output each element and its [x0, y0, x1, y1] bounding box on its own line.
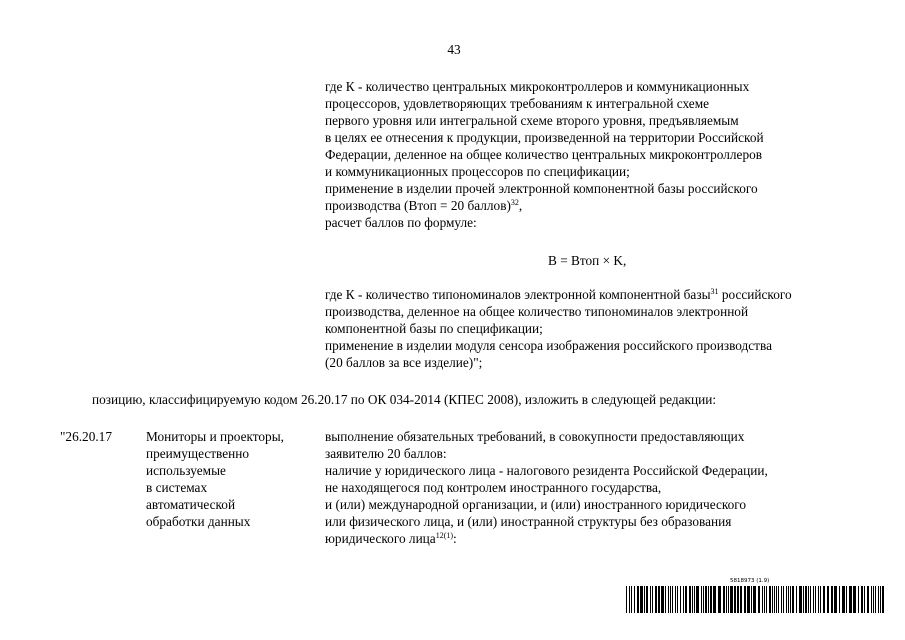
barcode-bar: [637, 586, 639, 613]
text-line: [325, 530, 885, 547]
barcode-label: 5818973 (1.9): [730, 578, 770, 584]
text-line: в системах: [146, 480, 208, 495]
footnote-ref: 12(1): [435, 531, 454, 540]
text-line: и коммуникационных процессоров по спецификации;: [325, 164, 630, 179]
text-line: Мониторы и проекторы,: [146, 429, 284, 444]
barcode-bar: [805, 586, 807, 613]
barcode-bar: [694, 586, 695, 613]
barcode-bar: [820, 586, 821, 613]
classification-code: "26.20.17: [60, 429, 112, 444]
barcode-bar: [701, 586, 702, 613]
barcode-bar: [672, 586, 673, 613]
barcode-bar: [646, 586, 648, 613]
barcode-bar: [692, 586, 693, 613]
text-line: или физического лица, и (или) иностранной структуры без образования: [325, 514, 732, 529]
barcode-bar: [753, 586, 756, 613]
barcode-bar: [677, 586, 678, 613]
barcode-bar: [861, 586, 863, 613]
footnote-ref: 32: [510, 198, 519, 207]
barcode-bar: [813, 586, 814, 613]
barcode-bar: [792, 586, 794, 613]
text-line: первого уровня или интегральной схеме второго уровня, предъявляемым: [325, 113, 739, 128]
barcode-bar: [665, 586, 666, 613]
barcode-bar: [740, 586, 742, 613]
barcode-bar: [655, 586, 657, 613]
barcode-bar: [631, 586, 632, 613]
text-block-2: [325, 286, 885, 371]
barcode-bar: [766, 586, 767, 613]
text-line: не находящегося под контролем иностранного государства,: [325, 480, 662, 495]
barcode-bar: [762, 586, 763, 613]
barcode-bar: [713, 586, 716, 613]
barcode-bar: [644, 586, 645, 613]
barcode-bar: [705, 586, 707, 613]
text-segment: юридического лица: [325, 531, 436, 546]
barcode-bar: [827, 586, 829, 613]
barcode-bar: [875, 586, 876, 613]
barcode-bar: [790, 586, 791, 613]
barcode-bar: [640, 586, 643, 613]
barcode-icon: [626, 586, 884, 613]
barcode-bar: [803, 586, 804, 613]
barcode-bar: [858, 586, 859, 613]
barcode-bar: [778, 586, 779, 613]
barcode-bar: [696, 586, 699, 613]
requirements-text: [325, 428, 885, 547]
barcode-bar: [685, 586, 687, 613]
text-line: производства, деленное на общее количество типономиналов электронной: [325, 304, 749, 319]
barcode-bar: [626, 586, 627, 613]
barcode-bar: [818, 586, 819, 613]
footnote-ref: 31: [710, 287, 719, 296]
barcode-bar: [634, 586, 635, 613]
barcode-bar: [878, 586, 879, 613]
barcode-bar: [842, 586, 845, 613]
barcode-bar: [764, 586, 765, 613]
barcode-area: [626, 578, 884, 614]
barcode-bar: [769, 586, 771, 613]
barcode-bar: [710, 586, 712, 613]
text-block-1: [325, 78, 885, 231]
barcode-bar: [846, 586, 847, 613]
text-line: и (или) международной организации, и (или) иностранного юридического: [325, 497, 747, 512]
barcode-bar: [734, 586, 736, 613]
barcode-bar: [668, 586, 669, 613]
text-line: выполнение обязательных требований, в совокупности предоставляющих: [325, 429, 745, 444]
barcode-bar: [728, 586, 729, 613]
text-segment: где К - количество типономиналов электронной компонентной базы: [325, 287, 711, 302]
text-line: компонентной базы по спецификации;: [325, 321, 543, 336]
barcode-bar: [658, 586, 660, 613]
text-line: процессоров, удовлетворяющих требованиям к интегральной схеме: [325, 96, 710, 111]
text-line: преимущественно: [146, 446, 250, 461]
barcode-bar: [703, 586, 704, 613]
barcode-bar: [744, 586, 746, 613]
text-line: в целях ее отнесения к продукции, произведенной на территории Российской: [325, 130, 764, 145]
text-line: где К - количество центральных микроконтроллеров и коммуникационных: [325, 79, 750, 94]
barcode-bar: [799, 586, 802, 613]
formula: B = Втоп × K,: [548, 253, 627, 268]
barcode-bar: [796, 586, 797, 613]
barcode-bar: [708, 586, 709, 613]
text-line: (20 баллов за все изделие)";: [325, 355, 483, 370]
text-segment: :: [453, 531, 457, 546]
barcode-bar: [726, 586, 727, 613]
barcode-bar: [629, 586, 630, 613]
barcode-bar: [675, 586, 676, 613]
text-segment: ,: [518, 198, 523, 213]
barcode-bar: [788, 586, 789, 613]
text-line: используемые: [146, 463, 226, 478]
text-segment: производства (Втоп = 20 баллов): [325, 198, 511, 213]
barcode-bar: [781, 586, 782, 613]
barcode-bar: [873, 586, 874, 613]
barcode-bar: [758, 586, 760, 613]
text-line: заявителю 20 баллов:: [325, 446, 447, 461]
barcode-bar: [839, 586, 840, 613]
barcode-bar: [880, 586, 881, 613]
barcode-bar: [747, 586, 750, 613]
barcode-bar: [723, 586, 725, 613]
barcode-bar: [774, 586, 775, 613]
text-line: [325, 286, 885, 303]
barcode-bar: [831, 586, 833, 613]
barcode-bar: [683, 586, 684, 613]
barcode-bar: [882, 586, 884, 613]
barcode-bar: [718, 586, 721, 613]
barcode-bar: [751, 586, 752, 613]
barcode-bar: [864, 586, 865, 613]
barcode-bar: [871, 586, 872, 613]
barcode-bar: [783, 586, 784, 613]
barcode-bar: [670, 586, 671, 613]
barcode-bar: [689, 586, 691, 613]
text-line: Федерации, деленное на общее количество центральных микроконтроллеров: [325, 147, 763, 162]
barcode-bar: [867, 586, 869, 613]
barcode-bar: [652, 586, 653, 613]
product-name: [146, 428, 316, 530]
barcode-bar: [680, 586, 681, 613]
barcode-bar: [834, 586, 837, 613]
barcode-bar: [650, 586, 651, 613]
barcode-bar: [808, 586, 809, 613]
barcode-bar: [823, 586, 825, 613]
barcode-bar: [661, 586, 664, 613]
instruction-paragraph: позицию, классифицируемую кодом 26.20.17 по ОК 034-2014 (КПЕС 2008), изложить в следующей редакции:: [92, 392, 717, 407]
text-line: наличие у юридического лица - налогового резидента Российской Федерации,: [325, 463, 768, 478]
barcode-bar: [786, 586, 787, 613]
barcode-bar: [853, 586, 856, 613]
text-line: [325, 197, 885, 214]
text-segment: российского: [718, 287, 792, 302]
barcode-bar: [810, 586, 811, 613]
text-line: автоматической: [146, 497, 236, 512]
barcode-bar: [737, 586, 739, 613]
text-line: обработки данных: [146, 514, 251, 529]
text-line: применение в изделии прочей электронной компонентной базы российского: [325, 181, 758, 196]
text-line: расчет баллов по формуле:: [325, 215, 477, 230]
barcode-bar: [815, 586, 816, 613]
barcode-bar: [772, 586, 773, 613]
barcode-bar: [776, 586, 777, 613]
page-number: 43: [447, 42, 461, 57]
barcode-bar: [849, 586, 852, 613]
text-line: применение в изделии модуля сенсора изображения российского производства: [325, 338, 773, 353]
barcode-bar: [730, 586, 733, 613]
